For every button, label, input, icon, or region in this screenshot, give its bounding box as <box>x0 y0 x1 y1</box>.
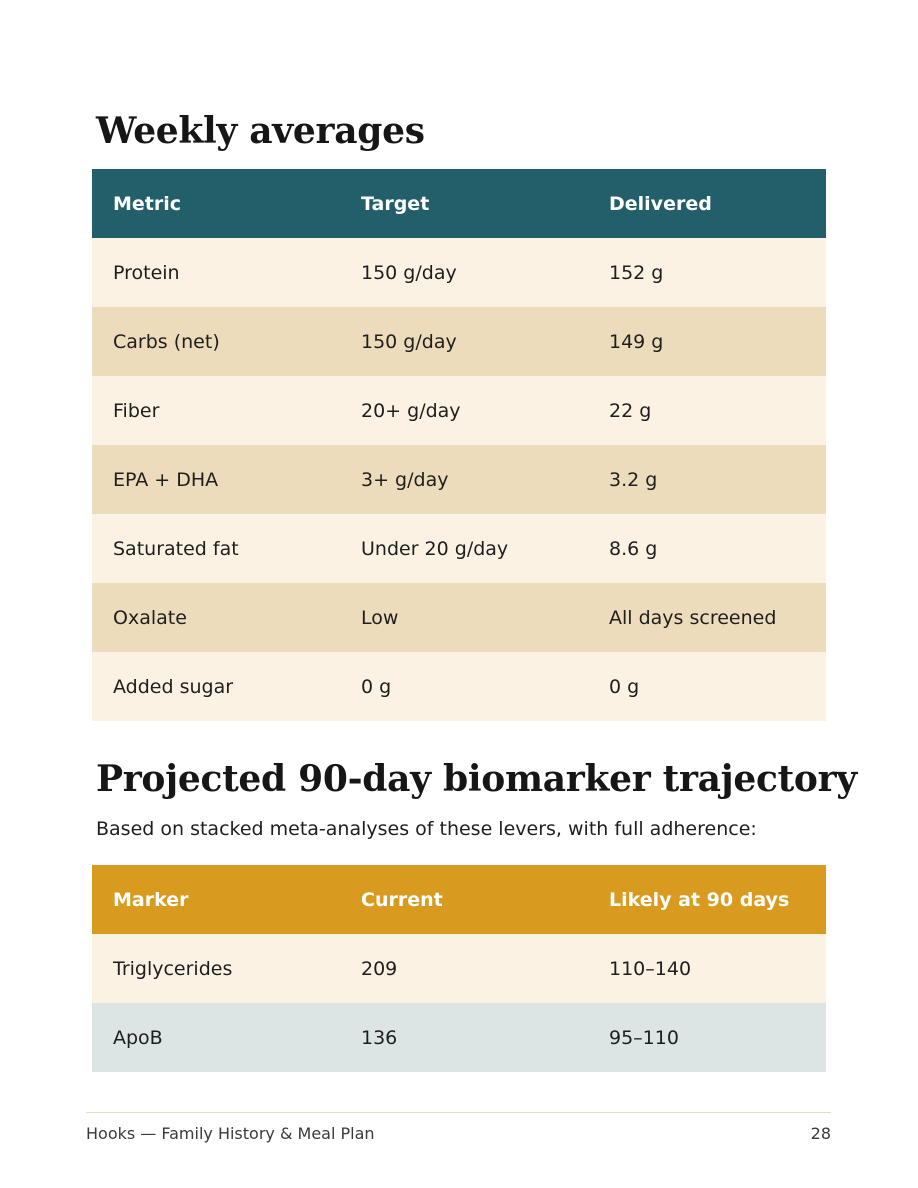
current-cell: 209 <box>361 957 398 980</box>
projected-subtitle: Based on stacked meta-analyses of these levers, with full adherence: <box>96 818 757 840</box>
delivered-cell: 152 g <box>609 261 664 284</box>
table-row <box>92 652 826 721</box>
biomarker-trajectory-table <box>92 865 826 1072</box>
metric-cell: EPA + DHA <box>113 468 219 491</box>
column-header-metric: Metric <box>113 192 182 215</box>
delivered-cell: 3.2 g <box>609 468 658 491</box>
target-cell: 0 g <box>361 675 392 698</box>
current-cell: 136 <box>361 1026 398 1049</box>
table-row <box>92 307 826 376</box>
table-row <box>92 583 826 652</box>
column-header-delivered: Delivered <box>609 192 712 215</box>
table-row <box>92 376 826 445</box>
table-header-row <box>92 865 826 934</box>
weekly-averages-table <box>92 169 826 721</box>
likely-cell: 95–110 <box>609 1026 679 1049</box>
delivered-cell: 22 g <box>609 399 652 422</box>
table-row <box>92 514 826 583</box>
metric-cell: Fiber <box>113 399 160 422</box>
table-row <box>92 238 826 307</box>
weekly-averages-title: Weekly averages <box>96 110 425 152</box>
metric-cell: Added sugar <box>113 675 234 698</box>
column-header-current: Current <box>361 888 443 911</box>
delivered-cell: 149 g <box>609 330 664 353</box>
table-row <box>92 1003 826 1072</box>
target-cell: Under 20 g/day <box>361 537 509 560</box>
footer-document-title: Hooks — Family History & Meal Plan <box>86 1124 375 1143</box>
footer-page-number: 28 <box>810 1124 831 1143</box>
table-row <box>92 445 826 514</box>
target-cell: 20+ g/day <box>361 399 461 422</box>
table-header-row <box>92 169 826 238</box>
target-cell: Low <box>361 606 399 629</box>
column-header-target: Target <box>361 192 430 215</box>
metric-cell: Oxalate <box>113 606 187 629</box>
footer-divider <box>86 1112 831 1113</box>
delivered-cell: All days screened <box>609 606 777 629</box>
likely-cell: 110–140 <box>609 957 692 980</box>
metric-cell: Carbs (net) <box>113 330 220 353</box>
marker-cell: ApoB <box>113 1026 163 1049</box>
target-cell: 3+ g/day <box>361 468 449 491</box>
target-cell: 150 g/day <box>361 330 457 353</box>
delivered-cell: 0 g <box>609 675 640 698</box>
metric-cell: Protein <box>113 261 180 284</box>
delivered-cell: 8.6 g <box>609 537 658 560</box>
metric-cell: Saturated fat <box>113 537 239 560</box>
projected-trajectory-title: Projected 90-day biomarker trajectory <box>96 758 857 800</box>
table-row <box>92 934 826 1003</box>
column-header-likely: Likely at 90 days <box>609 888 790 911</box>
column-header-marker: Marker <box>113 888 189 911</box>
marker-cell: Triglycerides <box>113 957 233 980</box>
target-cell: 150 g/day <box>361 261 457 284</box>
